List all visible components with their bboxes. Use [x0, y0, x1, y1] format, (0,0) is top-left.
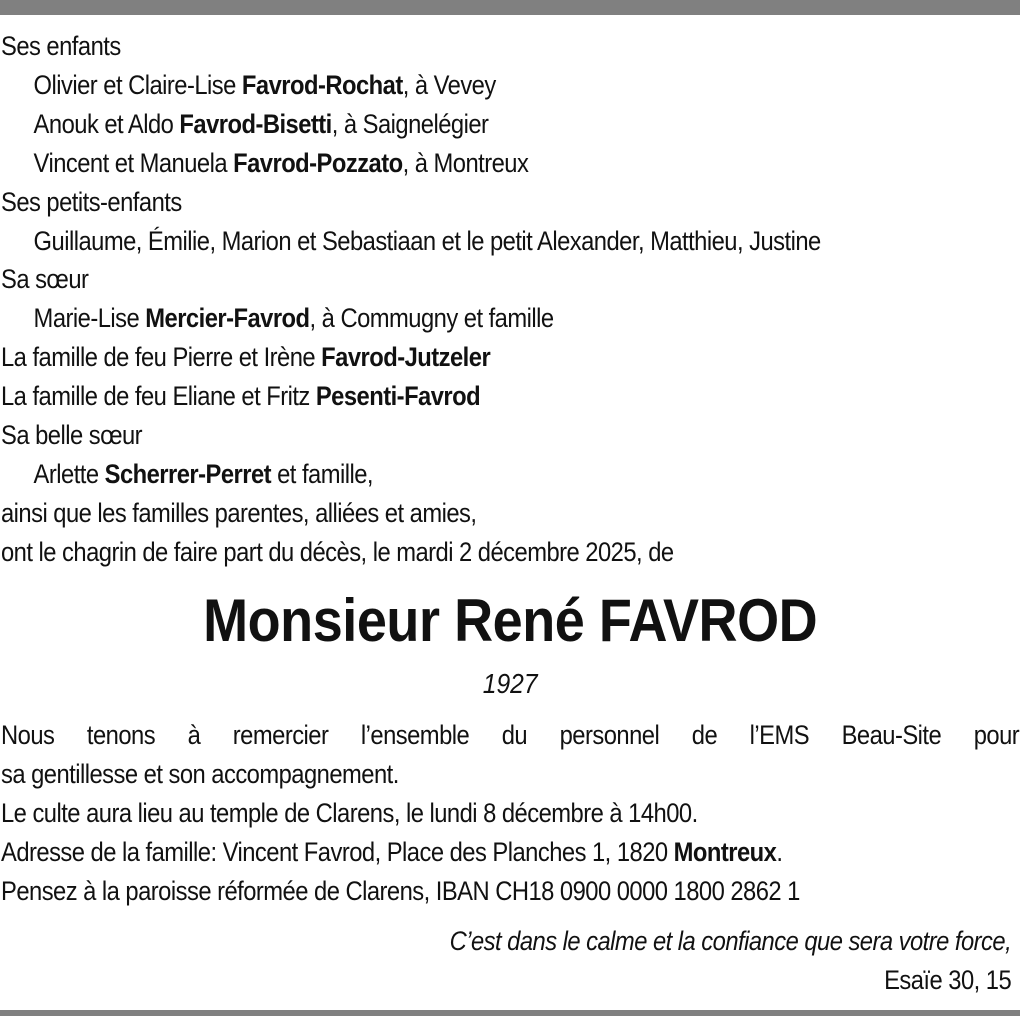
thanks-line: sa gentillesse et son accompagnement. — [1, 758, 399, 789]
donation-line: Pensez à la paroisse réformée de Clarens, IBAN CH18 0900 0000 1800 2862 1 — [1, 875, 800, 906]
top-divider — [0, 0, 1020, 15]
line-text: Marie-Lise — [33, 303, 146, 334]
line-text: Sa belle sœur — [1, 420, 143, 451]
family-line — [1, 144, 1019, 183]
line-text: La famille de feu Eliane et Fritz — [1, 381, 316, 412]
surname: Scherrer-Perret — [104, 458, 272, 489]
deceased-name — [0, 586, 1020, 656]
family-list — [1, 27, 1019, 572]
line-text: ont le chagrin de faire part du décès, le mardi 2 décembre 2025, de — [1, 536, 674, 567]
family-line — [1, 299, 1019, 338]
family-line — [1, 377, 1019, 416]
bottom-divider — [0, 1010, 1020, 1016]
surname: Favrod-Jutzeler — [321, 342, 491, 373]
address-line — [1, 833, 1019, 872]
line-text: Sa sœur — [1, 264, 89, 295]
surname: Favrod-Rochat — [241, 69, 403, 100]
birth-year-text: 1927 — [482, 668, 538, 699]
surname: Mercier-Favrod — [145, 303, 310, 334]
family-line — [1, 416, 1019, 455]
family-line — [1, 66, 1019, 105]
family-line — [1, 27, 1019, 66]
line-text: Ses petits-enfants — [1, 186, 182, 217]
line-text: , à Vevey — [402, 69, 496, 100]
quote-reference: Esaïe 30, 15 — [883, 964, 1011, 995]
line-text: La famille de feu Pierre et Irène — [1, 342, 322, 373]
family-line — [1, 494, 1019, 533]
family-line — [1, 105, 1019, 144]
line-text: Olivier et Claire-Lise — [33, 69, 242, 100]
line-text: ainsi que les familles parentes, alliées et amies, — [1, 497, 477, 528]
family-line — [1, 455, 1019, 494]
line-text: Vincent et Manuela — [33, 147, 234, 178]
line-text: , à Montreux — [402, 147, 529, 178]
line-text: Arlette — [33, 458, 105, 489]
quote-text: C’est dans le calme et la confiance que sera votre force, — [449, 926, 1011, 956]
family-line — [1, 338, 1019, 377]
line-text: Anouk et Aldo — [33, 108, 180, 139]
bible-quote — [449, 922, 1011, 1000]
family-line — [1, 260, 1019, 299]
surname: Favrod-Bisetti — [179, 108, 332, 139]
line-text: , à Commugny et famille — [309, 303, 554, 334]
family-line — [1, 183, 1019, 222]
family-line — [1, 533, 1019, 572]
surname: Favrod-Pozzato — [233, 147, 403, 178]
line-text: , à Saignelégier — [331, 108, 489, 139]
service-line: Le culte aura lieu au temple de Clarens, le lundi 8 décembre à 14h00. — [1, 797, 698, 828]
line-text: Guillaume, Émilie, Marion et Sebastiaan et le petit Alexander, Matthieu, Justine — [33, 225, 821, 256]
address-end: . — [776, 836, 783, 867]
surname: Pesenti-Favrod — [315, 381, 481, 412]
address-city: Montreux — [673, 836, 777, 867]
birth-year — [0, 666, 1020, 702]
announcement-body — [1, 716, 1019, 911]
family-line — [1, 222, 1019, 261]
address-text: Adresse de la famille: Vincent Favrod, Place des Planches 1, 1820 — [1, 836, 674, 867]
line-text: et famille, — [271, 458, 373, 489]
thanks-line: Nous tenons à remercier l’ensemble du personnel de l’EMS Beau-Site pour — [1, 720, 1020, 750]
deceased-name-text: Monsieur René FAVROD — [202, 587, 818, 654]
line-text: Ses enfants — [1, 31, 121, 61]
